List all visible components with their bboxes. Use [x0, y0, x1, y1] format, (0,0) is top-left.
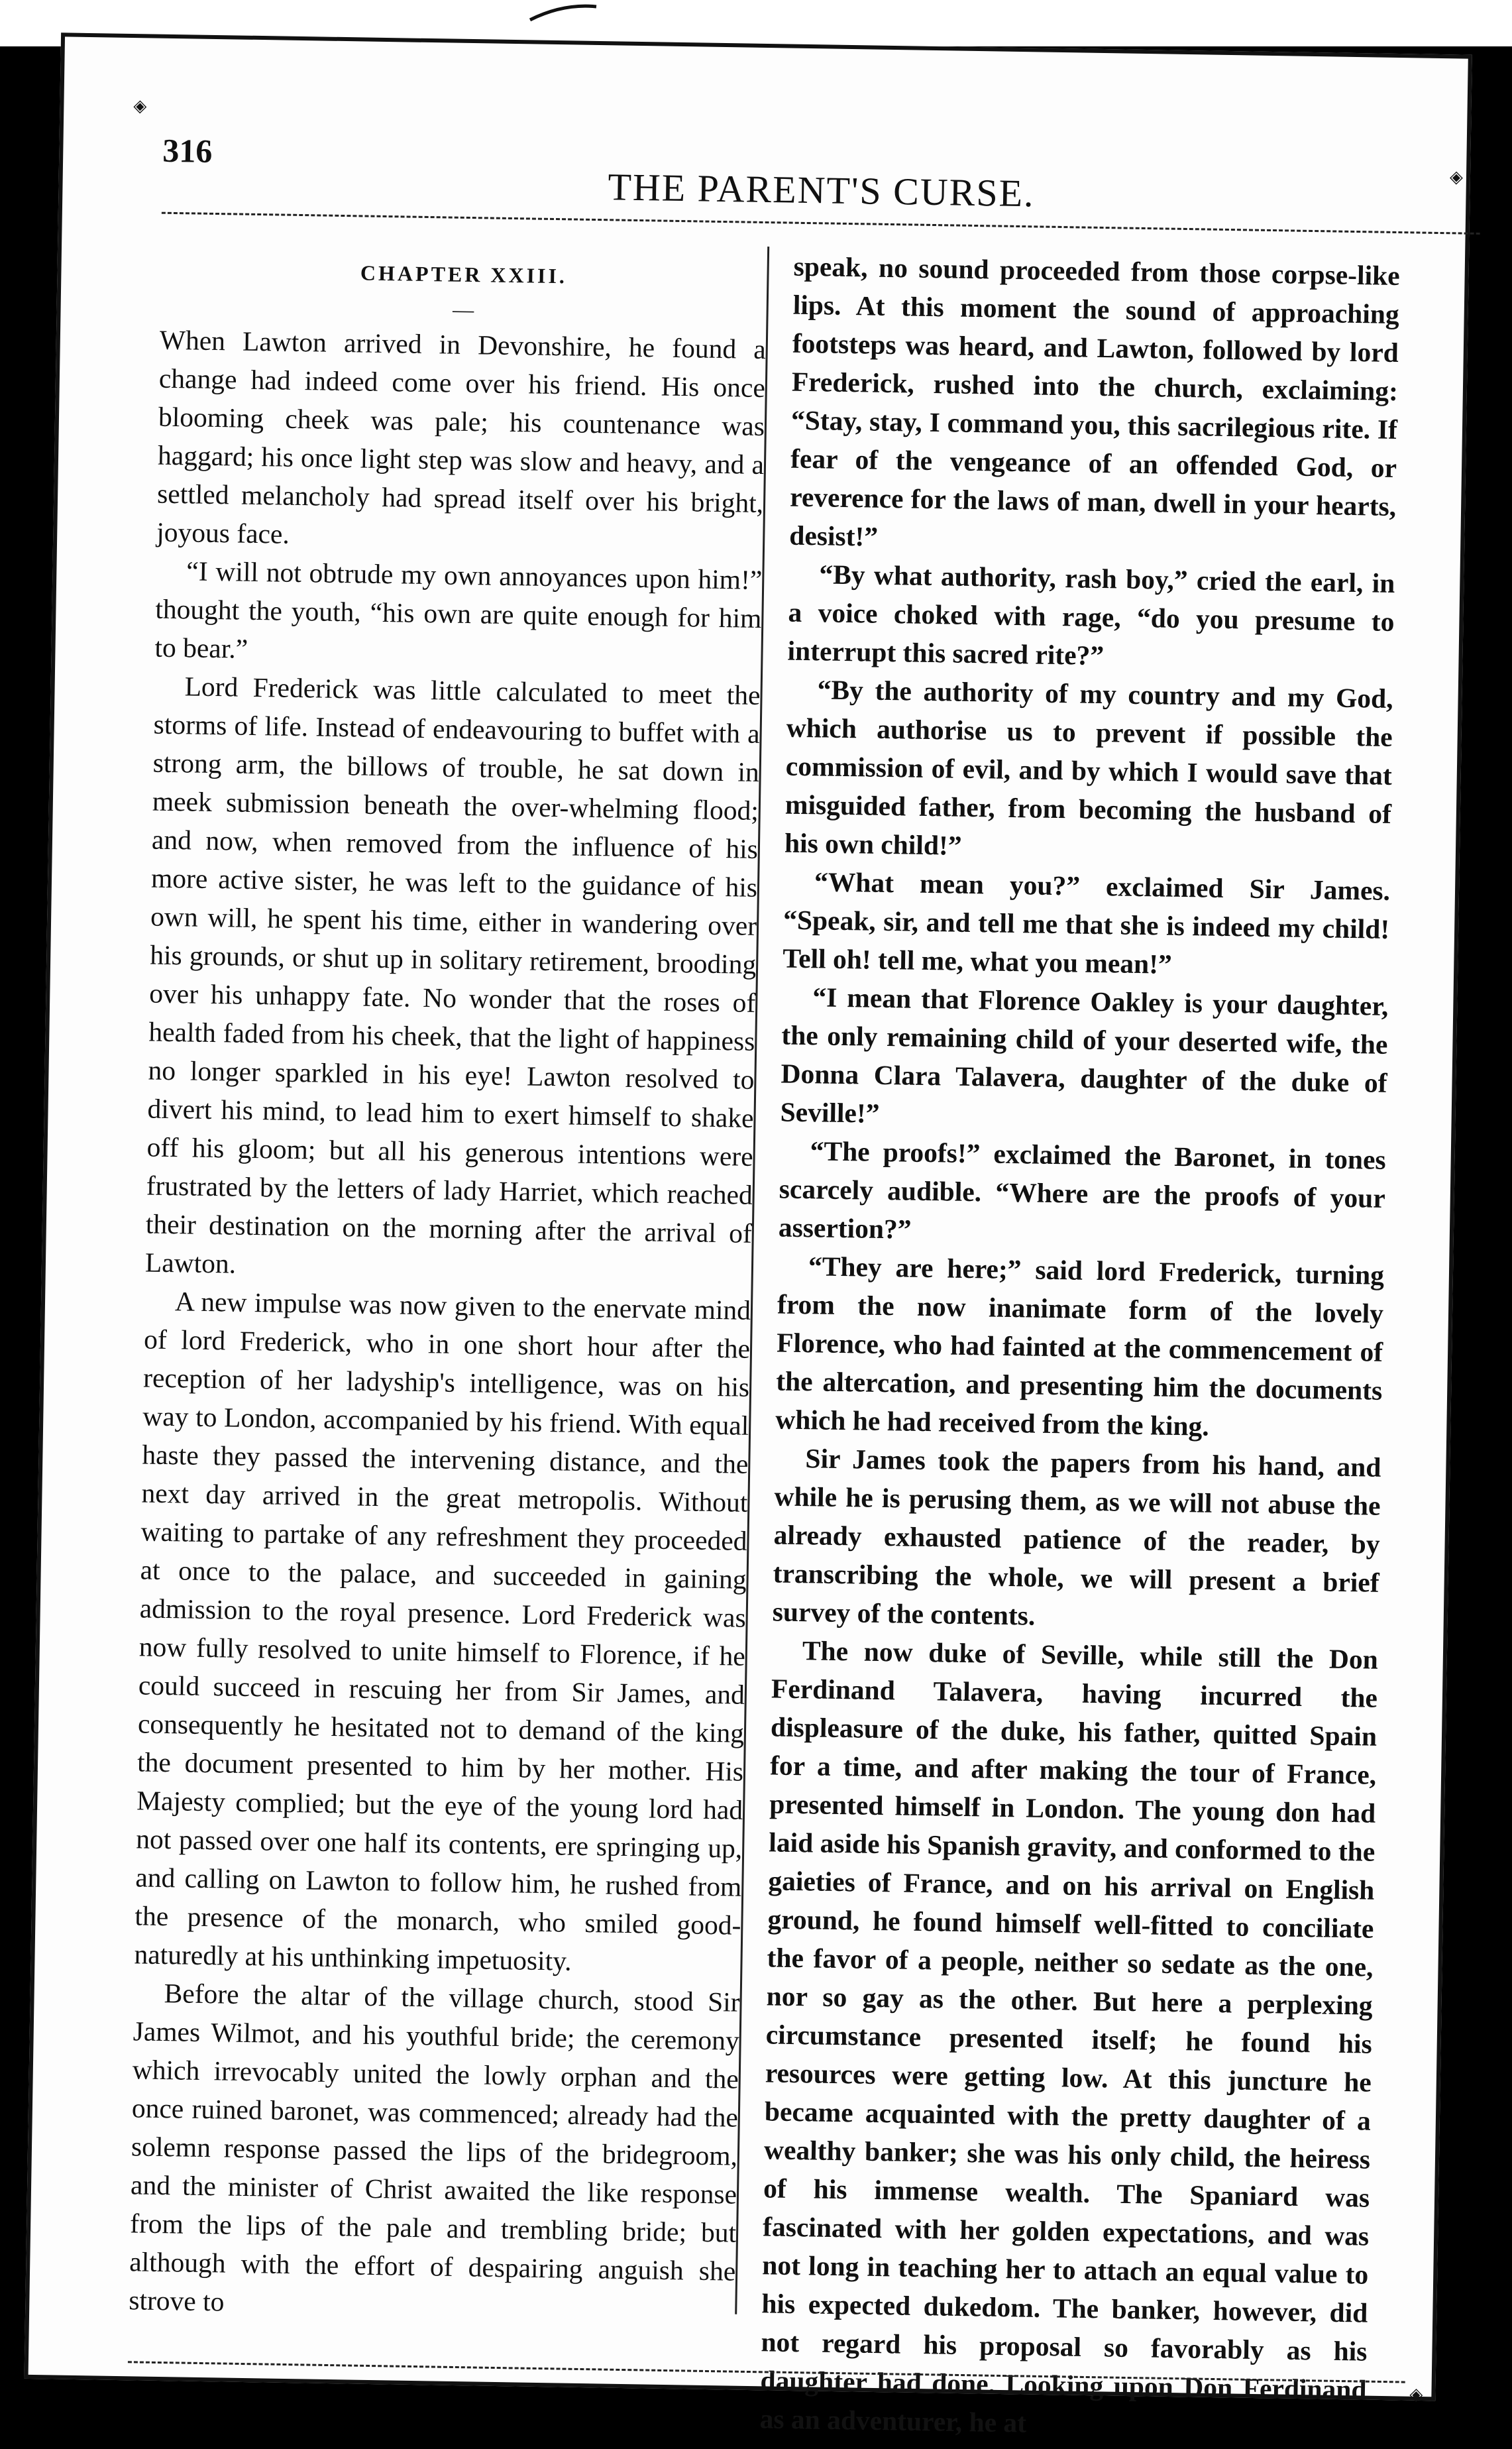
- right-column: [759, 247, 1400, 2448]
- corner-ornament-icon: ◈: [133, 96, 147, 116]
- paragraph: Lord Frederick was little calculated to meet the storms of life. Instead of endeavouring to buffet with a strong arm, the billows of trouble, he sat down in meek submission beneath the over-whelming flood; and now, when removed from the influence of his more active sister, he was left to the guidance of his own will, he spent his time, either in wandering over his grounds, or shut up in solitary retirement, brooding over his unhappy fate. No wonder that the roses of health faded from his cheek, that the light of happiness no longer sparkled in his eye! Lawton resolved to divert his mind, to lead him to exert himself to shake off his gloom; but all his generous intentions were frustrated by the letters of lady Harriet, which reached their destination on the morning after the arrival of Lawton.: [144, 671, 761, 1279]
- running-title: THE PARENT'S CURSE.: [607, 165, 1036, 215]
- paragraph: When Lawton arrived in Devonshire, he found a change had indeed come over his friend. His once blooming cheek was pale; his countenance was haggard; his once light step was slow and heavy, and a settled melancholy had spread itself over his bright, joyous face.: [156, 324, 767, 549]
- stray-pen-mark: [523, 0, 603, 27]
- paragraph: “What mean you?” exclaimed Sir James. “Speak, sir, and tell me that she is indeed my child! Tell oh! tell me, what you mean!”: [782, 866, 1391, 980]
- paragraph: The now duke of Seville, while still the Don Ferdinand Talavera, having incurred the displeasure of the duke, his father, quitted Spain for a time, and after making the tour of France, presented himself in London. The young don had laid aside his Spanish gravity, and conformed to the gaieties of France, and on his arrival on English ground, he found himself well-fitted to conciliate the favor of a people, neither so sedate as the one, nor so gay as the other. But here a perplexing circumstance presented itself; he found his resources were getting low. At this juncture he became acquainted with the pretty daughter of a wealthy banker; she was his only child, the heiress of his immense wealth. The Spaniard was fascinated with her golden expectations, and was not long in teaching her to attach an equal value to his expected dukedom. The banker, however, did not regard his proposal so favorably as his daughter had done. Looking upon Don Ferdinand as an adventurer, he at: [759, 1635, 1379, 2438]
- chapter-heading: CHAPTER XXIII.: [360, 260, 568, 288]
- paragraph: “By the authority of my country and my God, which authorise us to prevent if possible the commission of evil, and by which I would save that misguided father, from becoming the husband of his own child!”: [784, 674, 1393, 861]
- page-number: 316: [162, 131, 213, 170]
- corner-ornament-icon: ◈: [1409, 2384, 1423, 2404]
- corner-ornament-icon: ◈: [1449, 167, 1464, 187]
- paragraph: “They are here;” said lord Frederick, turning from the now inanimate form of the lovely Florence, who had fainted at the commencement of the altercation, and presenting him the documents which he had received from the king.: [775, 1251, 1385, 1442]
- paragraph: speak, no sound proceeded from those corpse-like lips. At this moment the sound of approaching footsteps was heard, and Lawton, followed by lord Frederick, rushed into the church, exclaiming: “Stay, stay, I command you, this sacrilegious rite. If fear of the vengeance of an offended God, or reverence for the laws of man, dwell in your hearts, desist!”: [788, 251, 1400, 552]
- left-column: [129, 251, 767, 2329]
- paragraph: Before the altar of the village church, stood Sir James Wilmot, and his youthful bride; the ceremony which irrevocably united the lowly orphan and the once ruined baronet, was commenced; already had the solemn response passed the lips of the bridegroom, and the minister of Christ awaited the like response from the lips of the pale and trembling bride; but although with the effort of despairing anguish she strove to: [129, 1978, 740, 2317]
- paragraph: A new impulse was now given to the enervate mind of lord Frederick, who in one short hour after the reception of her ladyship's intelligence, was on his way to London, accompanied by his friend. With equal haste they passed the intervening distance, and the next day arrived in the great metropolis. Without waiting to partake of any refreshment they proceeded at once to the palace, and succeeded in gaining admission to the royal presence. Lord Frederick was now fully resolved to unite himself to Florence, if he could succeed in rescuing her from Sir James, and consequently he hesitated not to demand of the king the document presented to him by her mother. His Majesty complied; but the eye of the young lord had not passed over one half its contents, ere springing up, and calling on Lawton to follow him, he rushed from the presence of the monarch, who smiled good-naturedly at his unthinking impetuosity.: [134, 1286, 751, 1976]
- book-page: [25, 32, 1472, 2438]
- paragraph: “By what authority, rash boy,” cried the earl, in a voice choked with rage, “do you presume to interrupt this sacred rite?”: [787, 559, 1395, 671]
- paragraph: “I mean that Florence Oakley is your daughter, the only remaining child of your deserted wife, the Donna Clara Talavera, daughter of the duke of Seville!”: [780, 982, 1389, 1129]
- paragraph: “I will not obtrude my own annoyances upon him!” thought the youth, “his own are quite enough for him to bear.”: [154, 555, 763, 664]
- paragraph: “The proofs!” exclaimed the Baronet, in tones scarcely audible. “Where are the proofs of your assertion?”: [778, 1135, 1387, 1245]
- chapter-separator: —: [452, 297, 474, 322]
- paragraph: Sir James took the papers from his hand, and while he is perusing them, as we will not abuse the already exhausted patience of the reader, by transcribing the whole, we will present a brief survey of the contents.: [772, 1443, 1381, 1631]
- page-header: [162, 118, 1482, 225]
